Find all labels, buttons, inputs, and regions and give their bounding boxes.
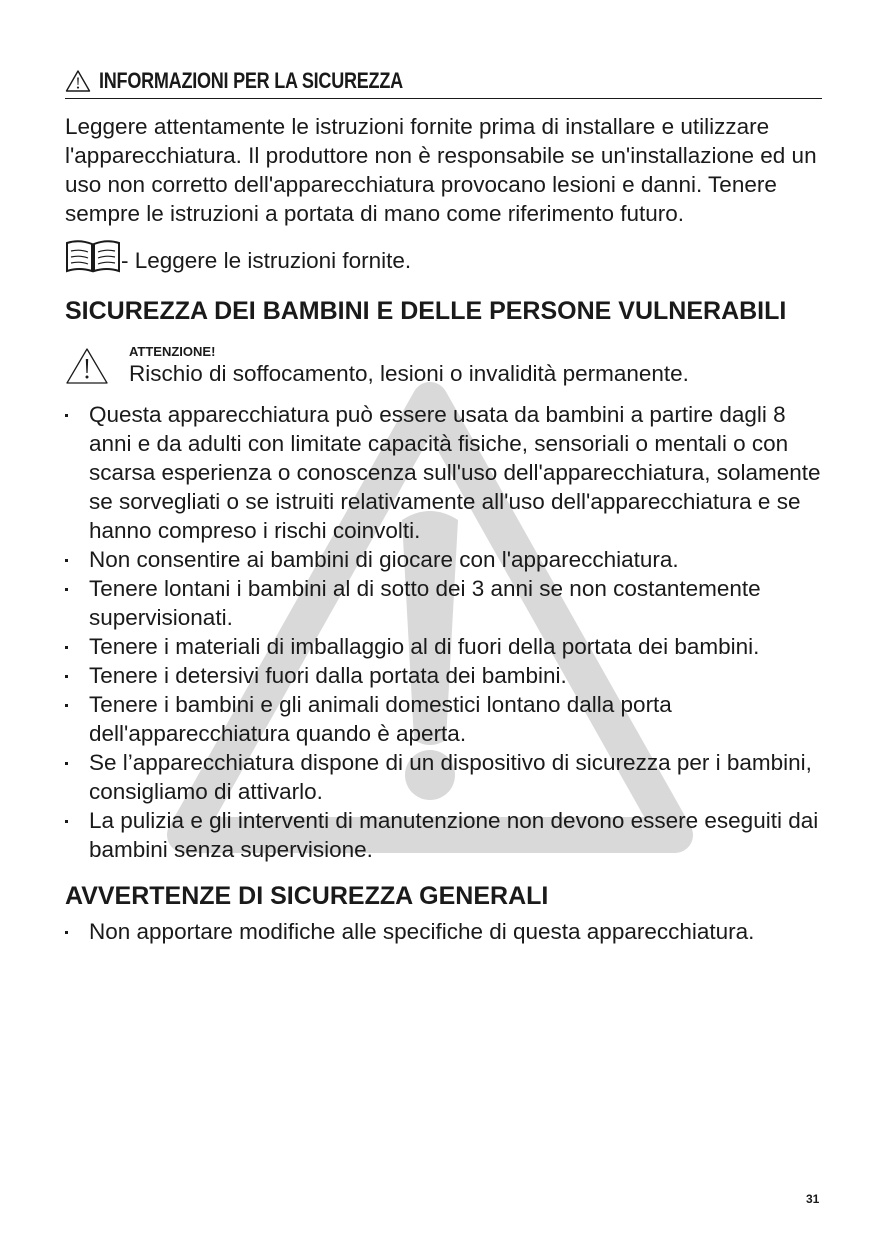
general-section-title: AVVERTENZE DI SICUREZZA GENERALI	[65, 882, 549, 910]
list-item: Tenere lontani i bambini al di sotto dei 3 anni se non costantemente supervisionati.	[65, 574, 822, 632]
warning-text: Rischio di soffocamento, lesioni o invalidità permanente.	[129, 361, 689, 386]
warning-label: ATTENZIONE!	[129, 344, 216, 359]
section-title: INFORMAZIONI PER LA SICUREZZA	[99, 68, 403, 93]
book-note-text: - Leggere le istruzioni fornite.	[121, 248, 412, 273]
list-item: Questa apparecchiatura può essere usata da bambini a partire dagli 8 anni e da adulti con limitate capacità fisiche, sensoriali o mentali o con scarsa esperienza o conoscenza sull'uso dell'apparecchiatura, solamente se sorvegliati o se istruiti relativamente all'uso dell'apparecchiatura e se hanno compreso i rischi coinvolti.	[65, 400, 822, 545]
list-item: Tenere i materiali di imballaggio al di fuori della portata dei bambini.	[65, 632, 822, 661]
list-item: Tenere i detersivi fuori dalla portata dei bambini.	[65, 661, 822, 690]
list-item: Tenere i bambini e gli animali domestici lontano dalla porta dell'apparecchiatura quando è aperta.	[65, 690, 822, 748]
list-item: Se l’apparecchiatura dispone di un dispositivo di sicurezza per i bambini, consigliamo di attivarlo.	[65, 748, 822, 806]
list-item: La pulizia e gli interventi di manutenzione non devono essere eseguiti dai bambini senza supervisione.	[65, 806, 822, 864]
children-safety-list	[65, 400, 822, 864]
open-book-icon	[65, 237, 121, 275]
section-header	[65, 68, 822, 99]
children-section-title: SICUREZZA DEI BAMBINI E DELLE PERSONE VULNERABILI	[65, 297, 787, 325]
intro-paragraph: Leggere attentamente le istruzioni fornite prima di installare e utilizzare l'apparecchiatura. Il produttore non è responsabile se un'installazione ed un uso non corretto dell'apparecchiatura provocano lesioni e danni. Tenere sempre le istruzioni a portata di mano come riferimento futuro.	[65, 114, 817, 226]
list-item: Non consentire ai bambini di giocare con l'apparecchiatura.	[65, 545, 822, 574]
warning-box	[65, 344, 822, 388]
page-number: 31	[806, 1192, 820, 1206]
warning-triangle-icon	[65, 69, 91, 93]
book-note	[65, 237, 822, 275]
list-item: Non apportare modifiche alle specifiche di questa apparecchiatura.	[65, 917, 822, 946]
general-safety-list	[65, 917, 822, 946]
warning-triangle-icon	[65, 347, 109, 385]
page-content	[65, 68, 822, 946]
